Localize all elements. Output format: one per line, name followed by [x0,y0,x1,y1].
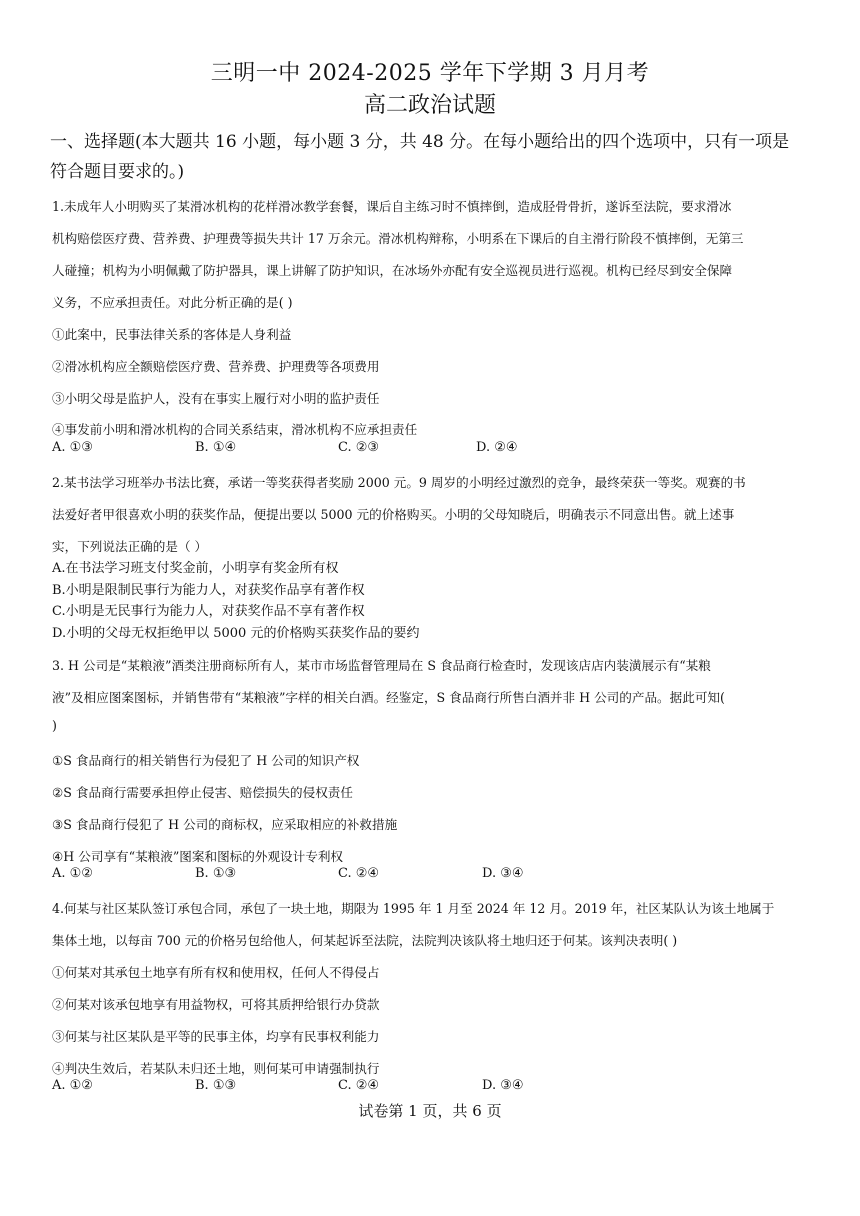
statement: ②何某对该承包地享有用益物权，可将其质押给银行办贷款 [52,997,380,1012]
page-footer: 试卷第 1 页，共 6 页 [358,1102,502,1120]
statement: ④事发前小明和滑冰机构的合同关系结束，滑冰机构不应承担责任 [52,422,418,437]
question-text-line: 液”及相应图案图标，并销售带有“某粮液”字样的相关白酒。经鉴定，S 食品商行所售白酒并非 H 公司的产品。据此可知( [52,690,725,705]
choice-a: A. ①② [52,1078,93,1093]
question-text-line: 集体土地，以每亩 700 元的价格另包给他人，何某起诉至法院，法院判决该队将土地归还于何某。该判决表明( ) [52,933,678,948]
question-text-line: 3. H 公司是“某粮液”酒类注册商标所有人，某市市场监督管理局在 S 食品商行检查时，发现该店店内装潢展示有“某粮 [52,658,711,673]
choice-b: B. ①④ [195,440,237,455]
question-text-line: 人碰撞；机构为小明佩戴了防护器具，课上讲解了防护知识，在冰场外亦配有安全巡视员进行巡视。机构已经尽到安全保障 [52,263,733,278]
choice-d: D. ③④ [482,1078,524,1093]
question-text-line: 实，下列说法正确的是（ ） [52,539,208,554]
choice-a: A. ①③ [52,440,93,455]
section-heading-line-2: 符合题目要求的。) [50,162,185,182]
statement: ①何某对其承包土地享有所有权和使用权，任何人不得侵占 [52,965,380,980]
choice-c: C. ②③ [338,440,380,455]
choice-b: B. ①③ [195,866,237,881]
question-text-line: 义务，不应承担责任。对此分析正确的是( ) [52,295,293,310]
choice-b: B. ①③ [195,1078,237,1093]
exam-title: 三明一中 2024-2025 学年下学期 3 月月考 [210,61,650,86]
question-text-line: 4.何某与社区某队签订承包合同，承包了一块土地，期限为 1995 年 1 月至 2024 年 12 月。2019 年，社区某队认为该土地属于 [52,901,775,916]
option-b: B.小明是限制民事行为能力人，对获奖作品享有著作权 [52,583,365,598]
option-c: C.小明是无民事行为能力人，对获奖作品不享有著作权 [52,604,365,619]
choice-d: D. ②④ [476,440,518,455]
exam-subtitle: 高二政治试题 [363,93,496,118]
statement: ③S 食品商行侵犯了 H 公司的商标权，应采取相应的补救措施 [52,817,398,832]
option-d: D.小明的父母无权拒绝甲以 5000 元的价格购买获奖作品的要约 [52,626,420,641]
choice-c: C. ②④ [338,1078,380,1093]
question-text-line: 2.某书法学习班举办书法比赛，承诺一等奖获得者奖励 2000 元。9 周岁的小明经过激烈的竞争，最终荣获一等奖。观赛的书 [52,475,746,490]
statement: ④H 公司享有“某粮液”图案和图标的外观设计专利权 [52,849,344,864]
choice-a: A. ①② [52,866,93,881]
option-a: A.在书法学习班支付奖金前，小明享有奖金所有权 [52,561,339,576]
choice-d: D. ③④ [482,866,524,881]
question-text-line: 1.未成年人小明购买了某滑冰机构的花样滑冰教学套餐，课后自主练习时不慎摔倒，造成胫骨骨折，遂诉至法院，要求滑冰 [52,199,732,214]
choice-c: C. ②④ [338,866,380,881]
question-text-line: 法爱好者甲很喜欢小明的获奖作品，便提出要以 5000 元的价格购买。小明的父母知晓后，明确表示不同意出售。就上述事 [52,507,735,522]
statement: ②滑冰机构应全额赔偿医疗费、营养费、护理费等各项费用 [52,359,380,374]
statement: ①S 食品商行的相关销售行为侵犯了 H 公司的知识产权 [52,753,360,768]
statement: ③小明父母是监护人，没有在事实上履行对小明的监护责任 [52,391,380,406]
statement: ④判决生效后，若某队未归还土地，则何某可申请强制执行 [52,1061,380,1076]
statement: ③何某与社区某队是平等的民事主体，均享有民事权利能力 [52,1029,380,1044]
statement: ②S 食品商行需要承担停止侵害、赔偿损失的侵权责任 [52,785,353,800]
section-heading-line-1: 一、选择题(本大题共 16 小题，每小题 3 分，共 48 分。在每小题给出的四个选项中，只有一项是 [50,132,790,152]
statement: ①此案中，民事法律关系的客体是人身利益 [52,327,292,342]
question-text-line: ) [52,718,57,733]
question-text-line: 机构赔偿医疗费、营养费、护理费等损失共计 17 万余元。滑冰机构辩称，小明系在下课后的自主滑行阶段不慎摔倒，无第三 [52,231,744,246]
